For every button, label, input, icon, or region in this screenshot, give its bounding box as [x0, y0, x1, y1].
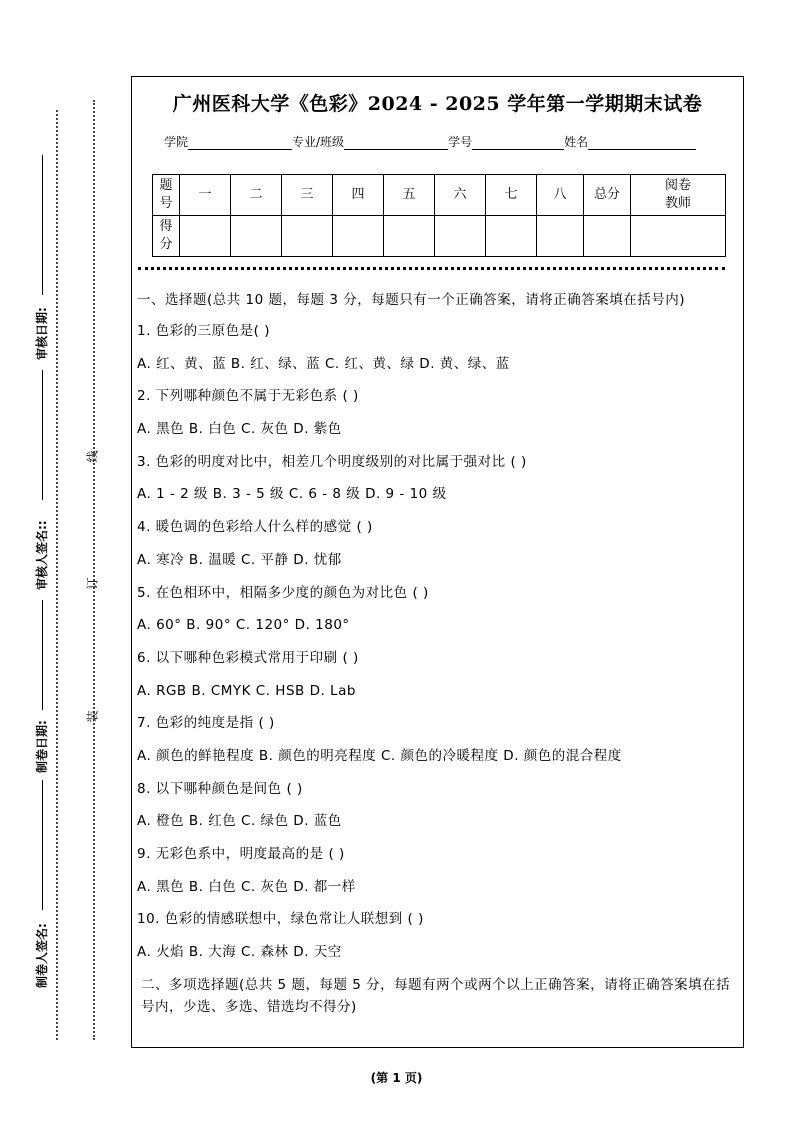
score-cell[interactable]	[435, 216, 486, 257]
binding-dotted-line-inner	[93, 100, 95, 1040]
score-cell[interactable]	[486, 216, 537, 257]
school-label: 学院	[164, 135, 189, 149]
header-cell: 五	[384, 175, 435, 216]
question-4: 4. 暖色调的色彩给人什么样的感觉 ( )	[137, 519, 373, 536]
major-label: 专业/班级	[292, 135, 345, 149]
make-date-label: 制卷日期:	[35, 720, 49, 773]
question-1-options: A. 红、黄、蓝 B. 红、绿、蓝 C. 红、黄、绿 D. 黄、绿、蓝	[137, 355, 510, 372]
question-10: 10. 色彩的情感联想中，绿色常让人联想到 ( )	[137, 911, 424, 928]
question-7-options: A. 颜色的鲜艳程度 B. 颜色的明亮程度 C. 颜色的冷暖程度 D. 颜色的混合程度	[137, 747, 622, 764]
make-date-line	[42, 600, 43, 710]
score-table-header-row	[153, 175, 726, 216]
binding-char-line: 线	[85, 450, 100, 463]
student-id-field[interactable]	[472, 135, 564, 150]
question-5: 5. 在色相环中，相隔多少度的颜色为对比色 ( )	[137, 584, 429, 601]
question-3-options: A. 1 - 2 级 B. 3 - 5 级 C. 6 - 8 级 D. 9 - 10 级	[137, 486, 447, 503]
score-cell[interactable]	[537, 216, 584, 257]
page-number: (第 1 页)	[370, 1071, 423, 1085]
question-10-options: A. 火焰 B. 大海 C. 森林 D. 天空	[137, 944, 342, 961]
question-2: 2. 下列哪种颜色不属于无彩色系 ( )	[137, 388, 359, 405]
header-cell: 三	[282, 175, 333, 216]
maker-sign-label: 制卷人签名:	[35, 923, 49, 988]
section-1-heading: 一、选择题(总共 10 题，每题 3 分，每题只有一个正确答案，请将正确答案填在括号内)	[137, 292, 685, 308]
header-cell: 四	[333, 175, 384, 216]
question-3: 3. 色彩的明度对比中，相差几个明度级别的对比属于强对比 ( )	[137, 453, 527, 470]
maker-sign-line	[42, 780, 43, 910]
header-cell: 一	[180, 175, 231, 216]
question-5-options: A. 60° B. 90° C. 120° D. 180°	[137, 617, 350, 634]
row-label-score: 得 分	[153, 216, 180, 257]
question-2-options: A. 黑色 B. 白色 C. 灰色 D. 紫色	[137, 421, 342, 438]
row-label-question-number: 题 号	[153, 175, 180, 216]
exam-title: 广州医科大学《色彩》2024 - 2025 学年第一学期期末试卷	[172, 93, 703, 115]
score-cell[interactable]	[231, 216, 282, 257]
binding-char-order: 订	[85, 577, 100, 590]
header-cell: 六	[435, 175, 486, 216]
score-cell-grader[interactable]	[631, 216, 726, 257]
name-label: 姓名	[564, 135, 589, 149]
reviewer-sign-label: 审核人签名::	[35, 520, 49, 590]
binding-dotted-line-outer	[56, 110, 58, 1040]
question-4-options: A. 寒冷 B. 温暖 C. 平静 D. 忧郁	[137, 551, 342, 568]
reviewer-sign-line	[42, 370, 43, 500]
name-field[interactable]	[588, 135, 696, 150]
section-2-heading: 二、多项选择题(总共 5 题，每题 5 分，每题有两个或两个以上正确答案，请将正确答案填在括号内，少选、多选、错选均不得分)	[141, 976, 731, 1015]
score-cell-total[interactable]	[584, 216, 631, 257]
question-6: 6. 以下哪种色彩模式常用于印刷 ( )	[137, 649, 359, 666]
header-cell: 八	[537, 175, 584, 216]
exam-frame	[131, 76, 744, 1048]
question-9-options: A. 黑色 B. 白色 C. 灰色 D. 都一样	[137, 878, 356, 895]
question-7: 7. 色彩的纯度是指 ( )	[137, 715, 275, 732]
score-table	[152, 174, 726, 257]
score-cell[interactable]	[384, 216, 435, 257]
school-field[interactable]	[188, 135, 292, 150]
question-9: 9. 无彩色系中，明度最高的是 ( )	[137, 846, 345, 862]
binding-char-fold: 装	[85, 710, 100, 723]
header-cell-grader: 阅卷 教师	[631, 175, 726, 216]
review-date-label: 审核日期:	[35, 307, 49, 360]
major-field[interactable]	[344, 135, 448, 150]
header-cell: 二	[231, 175, 282, 216]
question-8-options: A. 橙色 B. 红色 C. 绿色 D. 蓝色	[137, 813, 342, 830]
student-id-label: 学号	[448, 135, 473, 149]
dotted-separator	[138, 267, 725, 270]
score-table-score-row	[153, 216, 726, 257]
score-cell[interactable]	[282, 216, 333, 257]
question-8: 8. 以下哪种颜色是间色 ( )	[137, 780, 303, 797]
student-info-row	[164, 133, 696, 150]
score-cell[interactable]	[180, 216, 231, 257]
review-date-line	[42, 155, 43, 295]
header-cell-total: 总分	[584, 175, 631, 216]
header-cell: 七	[486, 175, 537, 216]
exam-content	[137, 289, 739, 1018]
score-cell[interactable]	[333, 216, 384, 257]
question-1: 1. 色彩的三原色是( )	[137, 323, 270, 339]
question-6-options: A. RGB B. CMYK C. HSB D. Lab	[137, 682, 356, 699]
